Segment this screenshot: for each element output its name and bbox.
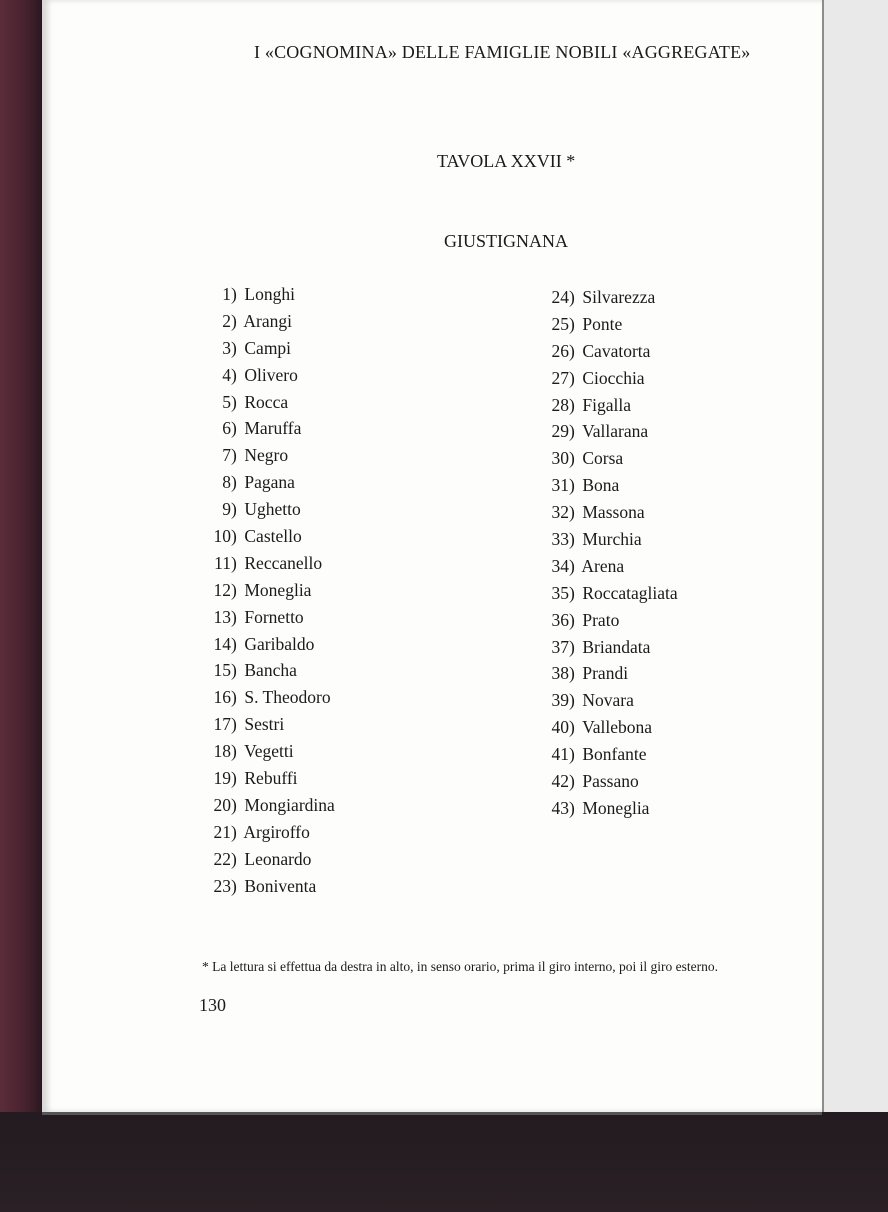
list-item bbox=[539, 284, 678, 311]
entry-number: 10 bbox=[213, 526, 231, 547]
entry-surname: Roccatagliata bbox=[582, 582, 678, 603]
entry-surname: Novara bbox=[582, 690, 634, 711]
list-item bbox=[201, 792, 335, 819]
entry-number: 35 bbox=[551, 582, 569, 603]
entry-surname: Reccanello bbox=[244, 552, 323, 573]
entry-surname: Cavatorta bbox=[582, 340, 651, 361]
entry-paren: ) bbox=[569, 367, 575, 388]
entry-number: 22 bbox=[213, 848, 231, 869]
entry-number: 13 bbox=[213, 606, 231, 627]
footnote: * La lettura si effettua da destra in alto, in senso orario, prima il giro interno, poi il giro esterno. bbox=[202, 959, 718, 974]
entry-surname: Moneglia bbox=[244, 579, 312, 600]
list-item bbox=[201, 819, 335, 846]
book-page bbox=[42, 0, 822, 1115]
entry-surname: Prato bbox=[582, 609, 620, 630]
entry-number: 24 bbox=[551, 287, 569, 307]
entry-number: 27 bbox=[551, 367, 569, 388]
list-item bbox=[539, 660, 678, 687]
entry-number: 11 bbox=[214, 552, 231, 573]
entry-surname: Campi bbox=[244, 337, 292, 358]
entry-number: 33 bbox=[551, 529, 569, 550]
entry-surname: Leonardo bbox=[244, 848, 312, 869]
list-item bbox=[539, 687, 678, 714]
scanner-background bbox=[0, 1112, 888, 1212]
list-item bbox=[201, 873, 335, 900]
entry-number: 38 bbox=[551, 663, 569, 684]
entry-surname: Ughetto bbox=[244, 499, 301, 520]
list-item bbox=[201, 523, 335, 550]
entry-paren: ) bbox=[231, 552, 237, 573]
entry-paren: ) bbox=[231, 821, 237, 842]
entry-surname: Bancha bbox=[244, 660, 297, 681]
entry-number: 8 bbox=[222, 472, 231, 493]
list-item bbox=[201, 389, 335, 416]
entry-paren: ) bbox=[569, 717, 575, 738]
entry-number: 19 bbox=[213, 768, 231, 789]
list-item bbox=[201, 469, 335, 496]
list-item bbox=[539, 741, 678, 768]
list-item bbox=[201, 738, 335, 765]
entry-paren: ) bbox=[231, 472, 237, 493]
entry-number: 21 bbox=[213, 821, 231, 842]
entry-number: 16 bbox=[213, 687, 231, 708]
entry-paren: ) bbox=[231, 526, 237, 547]
entry-paren: ) bbox=[231, 875, 237, 896]
entry-number: 18 bbox=[213, 741, 231, 762]
entry-surname: S. Theodoro bbox=[244, 687, 331, 708]
entry-number: 42 bbox=[551, 771, 569, 792]
list-item bbox=[201, 846, 335, 873]
entry-paren: ) bbox=[569, 421, 575, 442]
entry-surname: Argiroffo bbox=[243, 821, 310, 842]
list-item bbox=[201, 496, 335, 523]
entry-number: 1 bbox=[222, 284, 231, 304]
entry-surname: Rebuffi bbox=[244, 768, 298, 789]
entry-surname: Longhi bbox=[244, 284, 295, 304]
entry-number: 32 bbox=[551, 502, 569, 523]
list-item bbox=[201, 335, 335, 362]
entry-surname: Corsa bbox=[582, 448, 624, 469]
entry-number: 28 bbox=[551, 394, 569, 415]
entry-surname: Maruffa bbox=[244, 418, 302, 439]
list-item bbox=[539, 634, 678, 661]
entry-paren: ) bbox=[569, 313, 575, 334]
entry-paren: ) bbox=[569, 690, 575, 711]
entry-number: 17 bbox=[213, 714, 231, 735]
list-item bbox=[201, 415, 335, 442]
list-item bbox=[539, 418, 678, 445]
entry-paren: ) bbox=[231, 848, 237, 869]
entry-surname: Ponte bbox=[582, 313, 623, 334]
entry-paren: ) bbox=[231, 499, 237, 520]
entry-paren: ) bbox=[231, 606, 237, 627]
entry-surname: Ciocchia bbox=[582, 367, 645, 388]
entry-number: 25 bbox=[551, 313, 569, 334]
running-header: I «COGNOMINA» DELLE FAMIGLIE NOBILI «AGGREGATE» bbox=[254, 42, 751, 62]
list-item bbox=[201, 577, 335, 604]
list-item bbox=[539, 526, 678, 553]
entry-number: 30 bbox=[551, 448, 569, 469]
list-item bbox=[539, 607, 678, 634]
list-item bbox=[201, 711, 335, 738]
list-item bbox=[539, 795, 678, 822]
entry-paren: ) bbox=[569, 609, 575, 630]
entry-number: 7 bbox=[222, 445, 231, 466]
entry-paren: ) bbox=[231, 633, 237, 654]
entry-paren: ) bbox=[569, 582, 575, 603]
facing-page-edge bbox=[822, 0, 888, 1112]
entry-surname: Sestri bbox=[244, 714, 285, 735]
entry-number: 26 bbox=[551, 340, 569, 361]
entry-number: 4 bbox=[222, 364, 231, 385]
entry-paren: ) bbox=[231, 660, 237, 681]
list-item bbox=[539, 580, 678, 607]
entry-surname: Passano bbox=[582, 771, 639, 792]
entry-paren: ) bbox=[231, 741, 237, 762]
entry-number: 37 bbox=[551, 636, 569, 657]
entry-paren: ) bbox=[231, 284, 237, 304]
entry-paren: ) bbox=[569, 744, 575, 765]
entry-surname: Prandi bbox=[582, 663, 629, 684]
entry-surname: Arangi bbox=[243, 310, 293, 331]
entry-number: 41 bbox=[551, 744, 569, 765]
page-number: 130 bbox=[199, 995, 226, 1015]
list-item bbox=[201, 631, 335, 658]
list-item bbox=[201, 765, 335, 792]
entry-surname: Vallebona bbox=[582, 717, 653, 738]
entry-paren: ) bbox=[569, 448, 575, 469]
entry-surname: Boniventa bbox=[244, 875, 317, 896]
list-item bbox=[539, 553, 678, 580]
entry-number: 36 bbox=[551, 609, 569, 630]
entry-paren: ) bbox=[231, 687, 237, 708]
list-item bbox=[539, 768, 678, 795]
entry-surname: Castello bbox=[244, 526, 302, 547]
entry-surname: Pagana bbox=[244, 472, 295, 493]
entry-paren: ) bbox=[569, 475, 575, 496]
entry-paren: ) bbox=[569, 340, 575, 361]
entry-surname: Negro bbox=[244, 445, 289, 466]
list-item bbox=[539, 311, 678, 338]
entry-surname: Bona bbox=[582, 475, 620, 496]
entry-surname: Olivero bbox=[244, 364, 298, 385]
surname-list-right bbox=[539, 284, 678, 822]
entry-paren: ) bbox=[231, 418, 237, 439]
list-item bbox=[201, 281, 335, 308]
entry-surname: Fornetto bbox=[244, 606, 304, 627]
list-item bbox=[201, 362, 335, 389]
list-item bbox=[201, 657, 335, 684]
entry-surname: Vegetti bbox=[244, 741, 294, 762]
entry-number: 39 bbox=[551, 690, 569, 711]
entry-number: 9 bbox=[222, 499, 231, 520]
list-item bbox=[539, 365, 678, 392]
list-item bbox=[201, 684, 335, 711]
list-item bbox=[201, 308, 335, 335]
entry-surname: Silvarezza bbox=[582, 287, 656, 307]
entry-paren: ) bbox=[231, 714, 237, 735]
list-item bbox=[201, 604, 335, 631]
entry-paren: ) bbox=[231, 794, 237, 815]
entry-paren: ) bbox=[569, 394, 575, 415]
entry-number: 34 bbox=[551, 555, 569, 576]
entry-paren: ) bbox=[231, 768, 237, 789]
list-item bbox=[201, 550, 335, 577]
entry-number: 15 bbox=[213, 660, 231, 681]
entry-paren: ) bbox=[569, 771, 575, 792]
section-title: GIUSTIGNANA bbox=[444, 231, 568, 251]
entry-surname: Moneglia bbox=[582, 797, 650, 818]
list-item bbox=[539, 392, 678, 419]
entry-number: 12 bbox=[213, 579, 231, 600]
table-title: TAVOLA XXVII * bbox=[437, 151, 576, 171]
entry-paren: ) bbox=[231, 445, 237, 466]
entry-number: 29 bbox=[551, 421, 569, 442]
entry-number: 43 bbox=[551, 797, 569, 818]
entry-number: 14 bbox=[213, 633, 231, 654]
entry-surname: Garibaldo bbox=[244, 633, 315, 654]
surname-list-left bbox=[201, 281, 335, 899]
entry-paren: ) bbox=[231, 337, 237, 358]
entry-number: 40 bbox=[551, 717, 569, 738]
entry-paren: ) bbox=[569, 529, 575, 550]
entry-paren: ) bbox=[231, 391, 237, 412]
list-item bbox=[539, 472, 678, 499]
entry-paren: ) bbox=[231, 364, 237, 385]
entry-paren: ) bbox=[569, 287, 575, 307]
entry-number: 3 bbox=[222, 337, 231, 358]
entry-surname: Bonfante bbox=[582, 744, 647, 765]
entry-number: 23 bbox=[213, 875, 231, 896]
entry-surname: Mongiardina bbox=[244, 794, 335, 815]
entry-surname: Vallarana bbox=[582, 421, 649, 442]
book-spine-shadow bbox=[0, 0, 42, 1212]
entry-paren: ) bbox=[569, 502, 575, 523]
entry-number: 2 bbox=[222, 310, 231, 331]
entry-surname: Briandata bbox=[582, 636, 651, 657]
list-item bbox=[539, 499, 678, 526]
entry-number: 31 bbox=[551, 475, 569, 496]
entry-number: 5 bbox=[222, 391, 231, 412]
entry-paren: ) bbox=[231, 310, 237, 331]
entry-surname: Rocca bbox=[244, 391, 289, 412]
entry-number: 20 bbox=[213, 794, 231, 815]
entry-surname: Figalla bbox=[582, 394, 631, 415]
list-item bbox=[539, 445, 678, 472]
list-item bbox=[539, 714, 678, 741]
entry-paren: ) bbox=[231, 579, 237, 600]
list-item bbox=[539, 338, 678, 365]
entry-surname: Arena bbox=[581, 555, 625, 576]
entry-paren: ) bbox=[569, 636, 575, 657]
entry-number: 6 bbox=[222, 418, 231, 439]
entry-surname: Massona bbox=[582, 502, 645, 523]
entry-paren: ) bbox=[569, 663, 575, 684]
entry-surname: Murchia bbox=[582, 529, 642, 550]
list-item bbox=[201, 442, 335, 469]
entry-paren: ) bbox=[569, 555, 575, 576]
entry-paren: ) bbox=[569, 797, 575, 818]
